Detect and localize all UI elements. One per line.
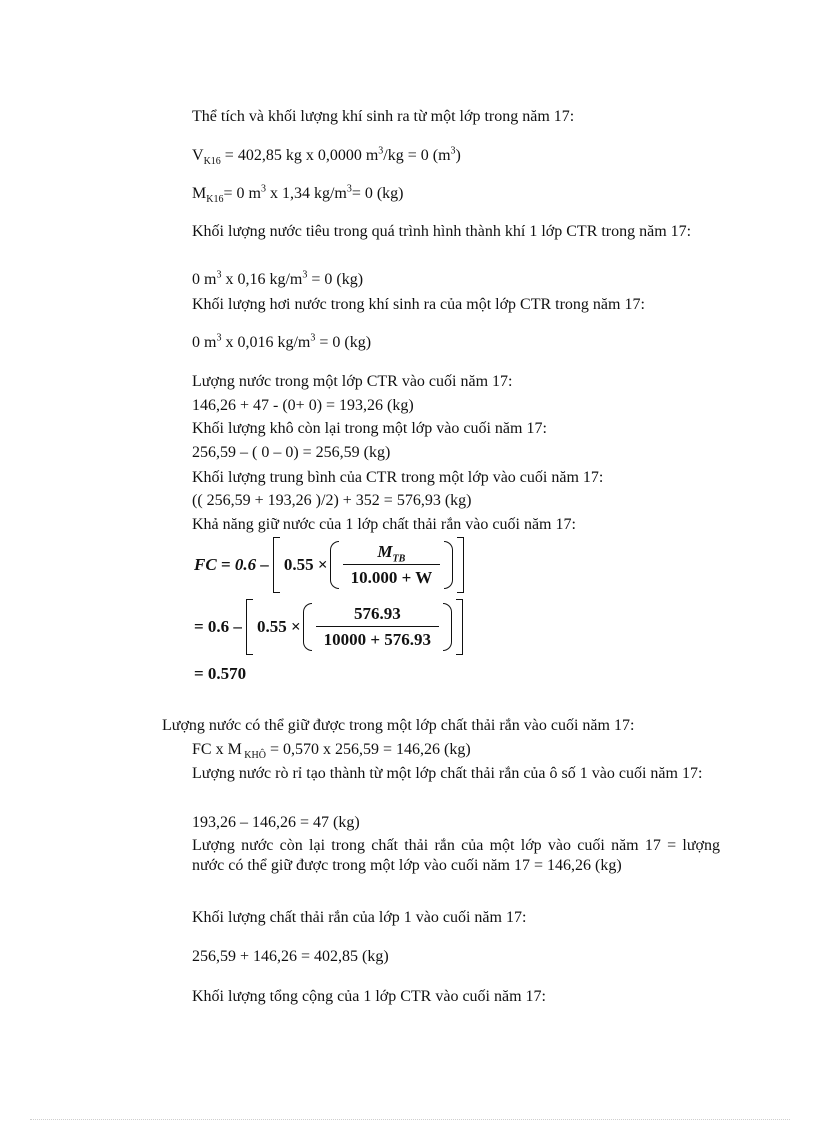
line-average-mass-formula: (( 256,59 + 193,26 )/2) + 352 = 576,93 (kg) bbox=[192, 492, 472, 509]
line-solid-waste-formula: 256,59 + 146,26 = 402,85 (kg) bbox=[192, 948, 389, 965]
line-dry-mass-formula: 256,59 – ( 0 – 0) = 256,59 (kg) bbox=[192, 444, 391, 461]
line-dry-mass-heading: Khối lượng khô còn lại trong một lớp vào cuối năm 17: bbox=[192, 420, 547, 437]
line-water-held-heading: Lượng nước có thể giữ được trong một lớp chất thải rắn vào cuối năm 17: bbox=[162, 717, 635, 734]
right-bracket bbox=[456, 599, 463, 655]
line-average-mass-heading: Khối lượng trung bình của CTR trong một lớp vào cuối năm 17: bbox=[192, 469, 604, 486]
line-water-consumed-formula: 0 $m^3$ x 0,16 $kg/m^3 = 0$ (kg) bbox=[192, 269, 364, 288]
field-capacity-substituted: = 0.6 – 0.55 × $\frac{576.93}{10000 + 576.93}$ bbox=[194, 599, 463, 655]
right-paren bbox=[444, 541, 453, 589]
line-remaining-water: Lượng nước còn lại trong chất thải rắn của một lớp vào cuối năm 17 = lượng nước có thể giữ được trong một lớp vào cuối năm 17 = 146,26 (kg) bbox=[192, 837, 720, 874]
left-paren bbox=[303, 603, 312, 651]
line-gas-volume-heading: Thể tích và khối lượng khí sinh ra từ một lớp trong năm 17: bbox=[192, 108, 575, 125]
page-bottom-divider bbox=[30, 1119, 790, 1120]
line-water-consumed-heading: Khối lượng nước tiêu trong quá trình hình thành khí 1 lớp CTR trong năm 17: bbox=[192, 223, 692, 240]
line-leachate-heading: Lượng nước rò rỉ tạo thành từ một lớp chất thải rắn của ô số 1 vào cuối năm 17: bbox=[192, 765, 703, 782]
left-paren bbox=[330, 541, 339, 589]
line-total-mass-heading: Khối lượng tổng cộng của 1 lớp CTR vào cuối năm 17: bbox=[192, 988, 546, 1005]
field-capacity-equation: FC = 0.6 – 0.55 × $\frac{M_{TB}}{10.000 + W}$ bbox=[194, 537, 464, 593]
line-vapor-heading: Khối lượng hơi nước trong khí sinh ra của một lớp CTR trong năm 17: bbox=[192, 296, 645, 313]
line-vapor-formula: 0 $m^3$ x 0,016 $kg/m^3 = 0$ (kg) bbox=[192, 332, 372, 351]
line-water-content-heading: Lượng nước trong một lớp CTR vào cuối năm 17: bbox=[192, 373, 513, 390]
fraction: $\frac{M_{TB}}{10.000 + W}$ bbox=[343, 542, 441, 588]
line-solid-waste-heading: Khối lượng chất thải rắn của lớp 1 vào cuối năm 17: bbox=[192, 909, 527, 926]
right-paren bbox=[443, 603, 452, 651]
fraction: $\frac{576.93}{10000 + 576.93}$ bbox=[316, 604, 439, 650]
right-bracket bbox=[457, 537, 464, 593]
line-gas-mass-formula: $M_{K16}= 0$ $m^3$ x 1,34 $kg/m^3= 0$ (kg) bbox=[192, 183, 404, 206]
field-capacity-result: = 0.570 bbox=[194, 664, 247, 683]
line-field-capacity-heading: Khả năng giữ nước của 1 lớp chất thải rắn vào cuối năm 17: bbox=[192, 516, 576, 533]
line-gas-volume-formula: $V_{K16} = 402,85$ kg x 0,0000 $m^3/kg = 0$ $(m^3)$ bbox=[192, 145, 461, 168]
line-water-held-formula: FC x M $_{KHÔ}$ = 0,570 x 256,59 = 146,26 (kg) bbox=[192, 741, 471, 762]
left-bracket bbox=[273, 537, 280, 593]
left-bracket bbox=[246, 599, 253, 655]
line-water-content-formula: 146,26 + 47 - (0+ 0) = 193,26 (kg) bbox=[192, 397, 414, 414]
line-leachate-formula: 193,26 – 146,26 = 47 (kg) bbox=[192, 814, 360, 831]
